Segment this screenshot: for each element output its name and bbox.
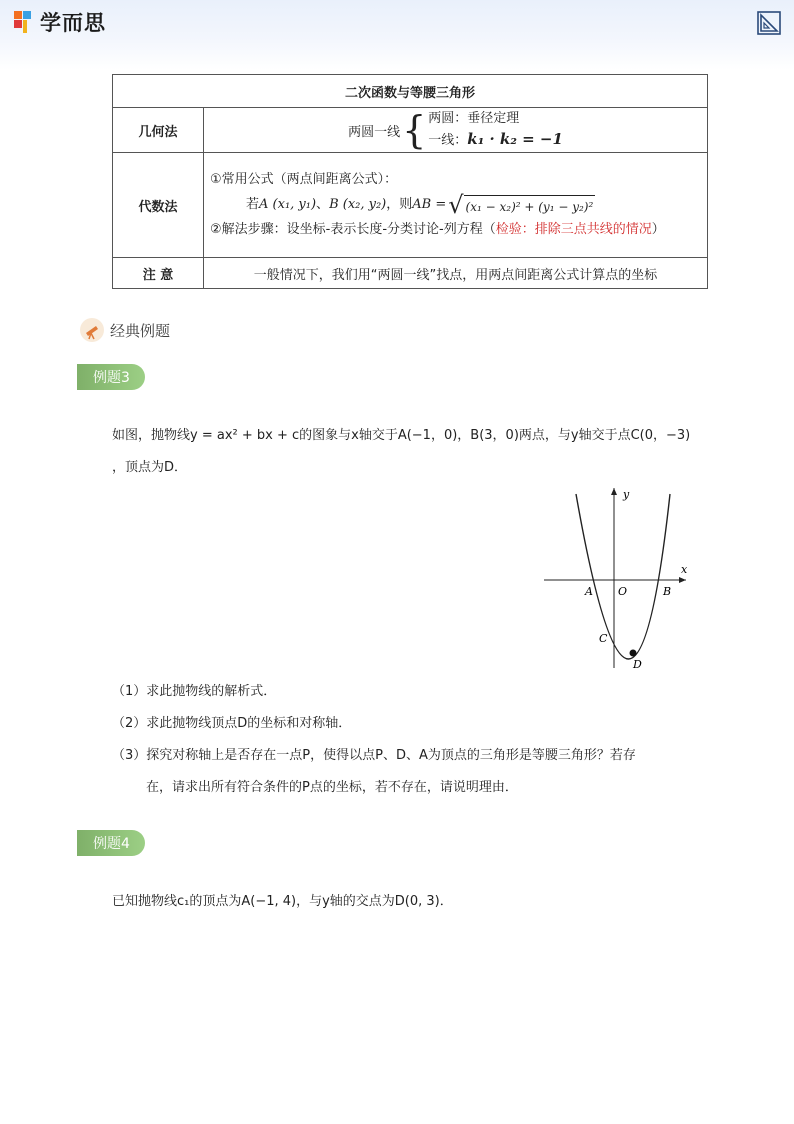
logo-mark-icon <box>14 11 36 33</box>
origin-label: O <box>618 585 628 598</box>
logo-text: 学而思 <box>40 11 106 35</box>
separator: 、 <box>316 197 330 212</box>
telescope-icon <box>80 318 104 342</box>
distance-formula <box>448 192 595 218</box>
header-band <box>0 0 794 70</box>
sqrt-body: (x₁ − x₂)² + (y₁ − y₂)² <box>464 195 596 218</box>
y-axis-arrow-icon <box>611 488 617 495</box>
point-b-label: B <box>663 585 672 598</box>
brace-icon: { <box>402 108 427 152</box>
example-4-line-1: 已知抛物线c₁的顶点为A(−1, 4)，与y轴的交点为D(0, 3)． <box>112 894 453 909</box>
example-3-question-3-cont: 在，请求出所有符合条件的P点的坐标，若不存在，请说明理由． <box>146 780 518 795</box>
point-a-label: A <box>585 585 593 598</box>
point-d-label: D <box>633 658 642 671</box>
logo <box>14 8 106 36</box>
algebra-line-3 <box>210 218 701 242</box>
example-3-question-1: （1）求此抛物线的解析式． <box>112 684 277 699</box>
section-header <box>80 318 170 342</box>
example-3-tag: 例题3 <box>77 364 145 390</box>
slope-formula: k₁ · k₂ = −1 <box>467 130 563 148</box>
geometry-item-2 <box>428 129 563 151</box>
ruler-triangle-icon <box>756 10 782 36</box>
steps-text: ②解法步骤：设坐标-表示长度-分类讨论-列方程（ <box>210 222 496 237</box>
algebra-cell <box>204 153 708 258</box>
x-axis-arrow-icon <box>679 577 686 583</box>
y-axis-label: y <box>623 488 630 501</box>
geometry-item-2-prefix: 一线： <box>428 133 468 148</box>
x-axis-label: x <box>681 563 688 576</box>
check-note: 检验：排除三点共线的情况 <box>495 222 652 237</box>
algebra-prefix: 若 <box>246 197 260 212</box>
geometry-cell <box>204 108 708 153</box>
then-text: ，则 <box>386 197 413 212</box>
geometry-lead: 两圆一线 <box>348 124 401 140</box>
geometry-item-1: 两圆：垂径定理 <box>428 111 520 126</box>
example-3-line-1: 如图，抛物线y = ax² + bx + c的图象与x轴交于A(−1，0)，B(3，0)两点，与y轴交于点C(0，−3) <box>112 428 691 443</box>
parabola-curve <box>576 494 670 659</box>
parabola-graph <box>540 482 700 672</box>
summary-table <box>112 74 708 289</box>
paren-close: ） <box>651 222 665 237</box>
point-c-label: C <box>599 632 608 645</box>
algebra-label: 代数法 <box>113 153 204 258</box>
geometry-label: 几何法 <box>113 108 204 153</box>
note-label: 注 意 <box>113 258 204 289</box>
table-title: 二次函数与等腰三角形 <box>113 75 708 108</box>
point-a: A (x₁, y₁) <box>259 197 317 212</box>
algebra-line-2 <box>210 192 701 218</box>
section-title: 经典例题 <box>110 321 171 340</box>
algebra-line-1: ①常用公式（两点间距离公式）： <box>210 172 398 187</box>
point-b: B (x₂, y₂) <box>329 197 387 212</box>
note-text: 一般情况下，我们用“两圆一线”找点，用两点间距离公式计算点的坐标 <box>204 258 708 289</box>
example-3-line-2: ，顶点为D． <box>112 460 188 475</box>
example-3-question-3: （3）探究对称轴上是否存在一点P，使得以点P、D、A为顶点的三角形是等腰三角形？若存 <box>112 748 636 763</box>
vertex-point <box>630 650 637 657</box>
sqrt-icon: √ <box>448 191 464 219</box>
example-3-question-2: （2）求此抛物线顶点D的坐标和对称轴． <box>112 716 352 731</box>
ab-symbol: AB = <box>412 197 447 212</box>
example-4-tag: 例题4 <box>77 830 145 856</box>
